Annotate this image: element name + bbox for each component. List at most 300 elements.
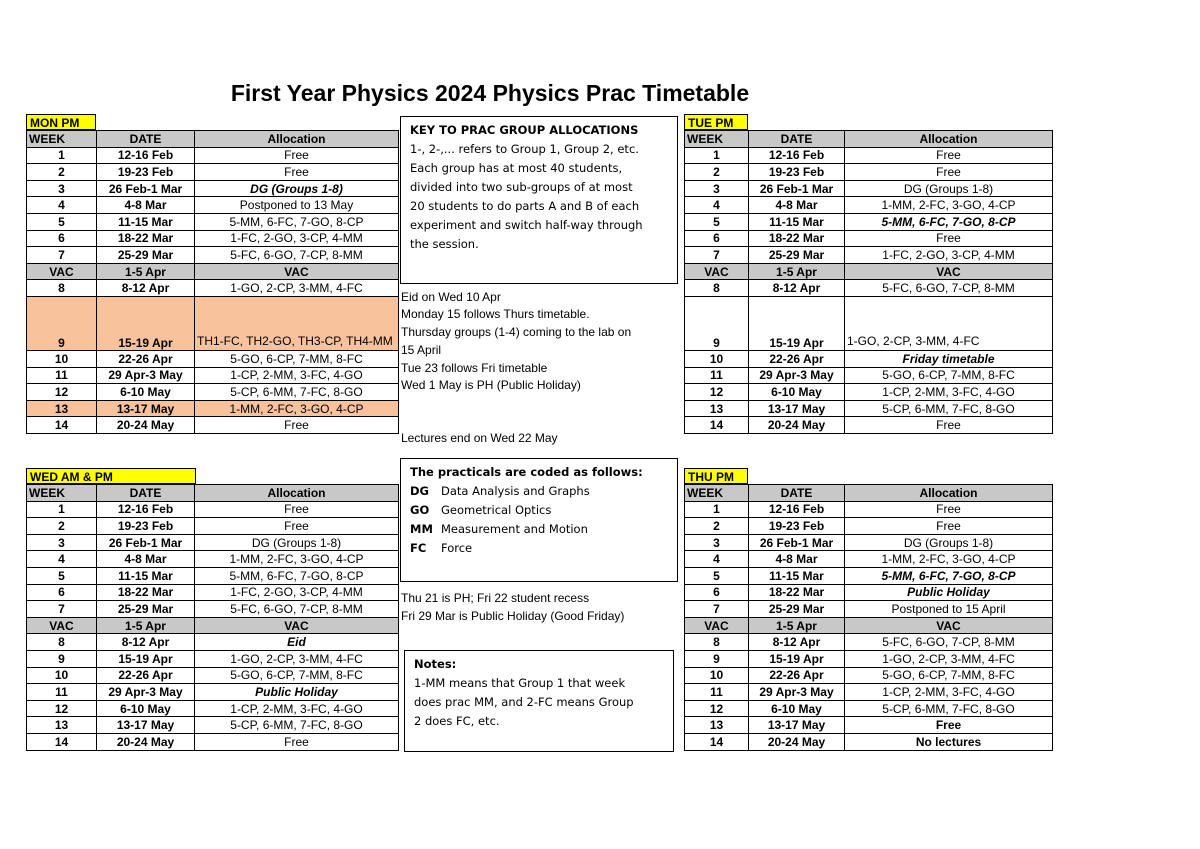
allocation-cell: Free [845, 417, 1053, 434]
week-cell: 9 [27, 650, 97, 667]
codes-box-heading: The practicals are coded as follows: [410, 465, 643, 479]
date-cell: 8-12 Apr [749, 634, 845, 651]
table-row [685, 700, 1053, 717]
table-row [27, 367, 399, 384]
date-cell: 11-15 Mar [749, 213, 845, 230]
table-row [27, 263, 399, 280]
date-cell: 1-5 Apr [749, 617, 845, 634]
table-row [27, 350, 399, 367]
allocation-cell: 1-CP, 2-MM, 3-FC, 4-GO [845, 684, 1053, 701]
table-row [27, 717, 399, 734]
header-date: DATE [97, 485, 195, 502]
thu-label: THU PM [684, 468, 748, 484]
allocation-cell: Free [845, 230, 1053, 247]
table-row [27, 230, 399, 247]
table-row [685, 567, 1053, 584]
week-cell: 13 [27, 400, 97, 417]
date-cell: 26 Feb-1 Mar [749, 180, 845, 197]
allocation-cell: DG (Groups 1-8) [845, 180, 1053, 197]
allocation-cell: 1-FC, 2-GO, 3-CP, 4-MM [195, 230, 399, 247]
week-cell: 11 [685, 367, 749, 384]
allocation-cell: 5-MM, 6-FC, 7-GO, 8-CP [195, 567, 399, 584]
table-row [27, 650, 399, 667]
table-row [27, 733, 399, 750]
key-box-heading: KEY TO PRAC GROUP ALLOCATIONS [410, 123, 639, 137]
week-cell: 7 [27, 247, 97, 264]
date-cell: 15-19 Apr [749, 650, 845, 667]
code-label: FC [410, 541, 427, 555]
header-row [27, 485, 399, 502]
week-cell: 12 [685, 384, 749, 401]
allocation-cell: Postponed to 15 April [845, 601, 1053, 618]
code-label: DG [410, 484, 429, 498]
header-allocation: Allocation [845, 131, 1053, 148]
table-row [685, 263, 1053, 280]
table-row [685, 717, 1053, 734]
header-allocation: Allocation [195, 485, 399, 502]
date-cell: 22-26 Apr [97, 667, 195, 684]
notes-line: does prac MM, and 2-FC means Group [414, 695, 634, 709]
date-cell: 11-15 Mar [749, 567, 845, 584]
table-row [685, 667, 1053, 684]
date-cell: 29 Apr-3 May [749, 684, 845, 701]
week-cell: 5 [685, 213, 749, 230]
week-cell: 1 [27, 501, 97, 518]
mon-timetable [26, 130, 399, 434]
week-cell: 3 [685, 180, 749, 197]
header-row [27, 131, 399, 148]
date-cell: 19-23 Feb [97, 518, 195, 535]
week-cell: 10 [27, 667, 97, 684]
date-cell: 19-23 Feb [749, 164, 845, 181]
date-cell: 12-16 Feb [97, 147, 195, 164]
allocation-cell: 1-MM, 2-FC, 3-GO, 4-CP [845, 551, 1053, 568]
table-row [685, 634, 1053, 651]
date-cell: 11-15 Mar [97, 213, 195, 230]
table-row [685, 501, 1053, 518]
week-cell: 14 [27, 417, 97, 434]
allocation-cell: 5-FC, 6-GO, 7-CP, 8-MM [845, 634, 1053, 651]
allocation-cell: 1-MM, 2-FC, 3-GO, 4-CP [195, 400, 399, 417]
header-week: WEEK [27, 131, 97, 148]
table-row [27, 518, 399, 535]
allocation-cell: 5-GO, 6-CP, 7-MM, 8-FC [845, 667, 1053, 684]
week-cell: VAC [27, 263, 97, 280]
allocation-cell: DG (Groups 1-8) [845, 534, 1053, 551]
date-cell: 29 Apr-3 May [749, 367, 845, 384]
allocation-cell: 1-MM, 2-FC, 3-GO, 4-CP [195, 551, 399, 568]
week-cell: 8 [27, 280, 97, 297]
table-row [27, 164, 399, 181]
date-cell: 26 Feb-1 Mar [97, 534, 195, 551]
code-name: Force [441, 541, 473, 555]
note-eid: Eid on Wed 10 Apr [401, 290, 501, 304]
date-cell: 20-24 May [749, 417, 845, 434]
key-line: 1-, 2-,... refers to Group 1, Group 2, etc. [410, 142, 639, 156]
date-cell: 12-16 Feb [749, 147, 845, 164]
allocation-cell: 1-CP, 2-MM, 3-FC, 4-GO [845, 384, 1053, 401]
table-row [685, 164, 1053, 181]
week-cell: 6 [685, 584, 749, 601]
week-cell: 2 [685, 164, 749, 181]
allocation-cell: VAC [845, 617, 1053, 634]
table-row [685, 147, 1053, 164]
allocation-cell: TH1-FC, TH2-GO, TH3-CP, TH4-MM [195, 296, 399, 350]
date-cell: 6-10 May [97, 384, 195, 401]
allocation-cell: Free [845, 717, 1053, 734]
allocation-cell: DG (Groups 1-8) [195, 180, 399, 197]
table-row [27, 634, 399, 651]
notes-box [404, 650, 674, 752]
table-row [27, 417, 399, 434]
allocation-cell: 5-FC, 6-GO, 7-CP, 8-MM [195, 247, 399, 264]
week-cell: 9 [685, 296, 749, 350]
table-row [685, 367, 1053, 384]
week-cell: 7 [685, 247, 749, 264]
table-row [685, 280, 1053, 297]
key-line: 20 students to do parts A and B of each [410, 199, 640, 213]
date-cell: 22-26 Apr [749, 350, 845, 367]
table-row [685, 617, 1053, 634]
week-cell: 11 [685, 684, 749, 701]
date-cell: 4-8 Mar [97, 551, 195, 568]
date-cell: 25-29 Mar [97, 247, 195, 264]
allocation-cell: Public Holiday [845, 584, 1053, 601]
week-cell: 10 [685, 667, 749, 684]
allocation-cell: 1-MM, 2-FC, 3-GO, 4-CP [845, 197, 1053, 214]
week-cell: 10 [685, 350, 749, 367]
wed-timetable [26, 484, 399, 751]
code-row-go [410, 501, 668, 520]
date-cell: 6-10 May [749, 700, 845, 717]
table-row [27, 400, 399, 417]
date-cell: 12-16 Feb [97, 501, 195, 518]
week-cell: 6 [27, 230, 97, 247]
date-cell: 6-10 May [749, 384, 845, 401]
table-row [27, 700, 399, 717]
allocation-cell: Free [195, 501, 399, 518]
allocation-cell: Friday timetable [845, 350, 1053, 367]
notes-line: 1-MM means that Group 1 that week [414, 676, 626, 690]
allocation-cell: 5-GO, 6-CP, 7-MM, 8-FC [195, 667, 399, 684]
date-cell: 22-26 Apr [749, 667, 845, 684]
week-cell: 14 [685, 417, 749, 434]
week-cell: 7 [685, 601, 749, 618]
date-cell: 6-10 May [97, 700, 195, 717]
table-row [685, 601, 1053, 618]
date-cell: 20-24 May [749, 733, 845, 750]
week-cell: 2 [27, 164, 97, 181]
key-line: divided into two sub-groups of at most [410, 180, 633, 194]
table-row [685, 551, 1053, 568]
week-cell: 2 [27, 518, 97, 535]
allocation-cell: No lectures [845, 733, 1053, 750]
date-cell: 8-12 Apr [749, 280, 845, 297]
code-name: Data Analysis and Graphs [441, 484, 590, 498]
header-week: WEEK [685, 485, 749, 502]
note-week9-line3: 15 April [401, 343, 442, 357]
wed-label: WED AM & PM [26, 468, 196, 484]
date-cell: 15-19 Apr [97, 650, 195, 667]
week-cell: 11 [27, 684, 97, 701]
table-row [27, 601, 399, 618]
date-cell: 29 Apr-3 May [97, 367, 195, 384]
allocation-cell: 1-GO, 2-CP, 3-MM, 4-FC [195, 280, 399, 297]
week-cell: 5 [685, 567, 749, 584]
table-row [27, 147, 399, 164]
date-cell: 26 Feb-1 Mar [97, 180, 195, 197]
header-allocation: Allocation [195, 131, 399, 148]
allocation-cell: DG (Groups 1-8) [195, 534, 399, 551]
allocation-cell: 1-CP, 2-MM, 3-FC, 4-GO [195, 367, 399, 384]
table-row [27, 534, 399, 551]
date-cell: 25-29 Mar [749, 601, 845, 618]
table-row [685, 518, 1053, 535]
allocation-cell: 1-FC, 2-GO, 3-CP, 4-MM [195, 584, 399, 601]
date-cell: 1-5 Apr [749, 263, 845, 280]
allocation-cell: 5-CP, 6-MM, 7-FC, 8-GO [845, 400, 1053, 417]
table-row [685, 684, 1053, 701]
allocation-cell: Free [195, 164, 399, 181]
date-cell: 20-24 May [97, 417, 195, 434]
week-cell: 8 [685, 634, 749, 651]
date-cell: 11-15 Mar [97, 567, 195, 584]
week-cell: VAC [685, 617, 749, 634]
week-cell: VAC [685, 263, 749, 280]
date-cell: 15-19 Apr [97, 296, 195, 350]
week-cell: 7 [27, 601, 97, 618]
allocation-cell: Free [195, 417, 399, 434]
allocation-cell: 1-FC, 2-GO, 3-CP, 4-MM [845, 247, 1053, 264]
allocation-cell: Free [845, 518, 1053, 535]
week-cell: 13 [685, 400, 749, 417]
date-cell: 25-29 Mar [97, 601, 195, 618]
table-row [27, 247, 399, 264]
week-cell: 4 [27, 551, 97, 568]
header-row [685, 131, 1053, 148]
allocation-cell: 5-FC, 6-GO, 7-CP, 8-MM [845, 280, 1053, 297]
date-cell: 19-23 Feb [97, 164, 195, 181]
week-cell: 5 [27, 567, 97, 584]
code-row-mm [410, 520, 668, 539]
allocation-cell: 5-CP, 6-MM, 7-FC, 8-GO [195, 717, 399, 734]
table-row [27, 567, 399, 584]
note-thu21: Thu 21 is PH; Fri 22 student recess [401, 591, 590, 605]
allocation-cell: 5-CP, 6-MM, 7-FC, 8-GO [845, 700, 1053, 717]
table-row [685, 197, 1053, 214]
allocation-cell: 1-CP, 2-MM, 3-FC, 4-GO [195, 700, 399, 717]
week-cell: 2 [685, 518, 749, 535]
header-date: DATE [749, 485, 845, 502]
table-row [27, 296, 399, 350]
key-line: the session. [410, 237, 479, 251]
date-cell: 15-19 Apr [749, 296, 845, 350]
allocation-cell: 5-CP, 6-MM, 7-FC, 8-GO [195, 384, 399, 401]
allocation-cell: VAC [195, 263, 399, 280]
table-row [27, 280, 399, 297]
date-cell: 13-17 May [97, 400, 195, 417]
week-cell: 6 [685, 230, 749, 247]
date-cell: 25-29 Mar [749, 247, 845, 264]
code-row-dg [410, 482, 668, 501]
date-cell: 13-17 May [749, 400, 845, 417]
table-row [27, 684, 399, 701]
allocation-cell: Eid [195, 634, 399, 651]
codes-box [400, 458, 678, 582]
key-box [400, 116, 678, 284]
date-cell: 18-22 Mar [97, 230, 195, 247]
week-cell: 4 [685, 197, 749, 214]
table-row [685, 400, 1053, 417]
table-row [685, 247, 1053, 264]
week-cell: 4 [685, 551, 749, 568]
note-lectures-end: Lectures end on Wed 22 May [401, 431, 558, 445]
week-cell: 3 [685, 534, 749, 551]
date-cell: 29 Apr-3 May [97, 684, 195, 701]
date-cell: 13-17 May [97, 717, 195, 734]
date-cell: 8-12 Apr [97, 634, 195, 651]
mon-label: MON PM [26, 114, 96, 130]
table-row [27, 551, 399, 568]
allocation-cell: Free [195, 733, 399, 750]
table-row [685, 584, 1053, 601]
date-cell: 18-22 Mar [749, 584, 845, 601]
page-title: First Year Physics 2024 Physics Prac Timetable [230, 80, 750, 106]
allocation-cell: 1-GO, 2-CP, 3-MM, 4-FC [845, 296, 1053, 350]
week-cell: 8 [27, 634, 97, 651]
allocation-cell: 5-FC, 6-GO, 7-CP, 8-MM [195, 601, 399, 618]
header-date: DATE [749, 131, 845, 148]
allocation-cell: Free [195, 518, 399, 535]
code-row-fc [410, 539, 668, 558]
date-cell: 4-8 Mar [97, 197, 195, 214]
table-row [685, 384, 1053, 401]
header-date: DATE [97, 131, 195, 148]
table-row [685, 650, 1053, 667]
tue-label: TUE PM [684, 114, 748, 130]
week-cell: VAC [27, 617, 97, 634]
allocation-cell: Free [845, 147, 1053, 164]
date-cell: 13-17 May [749, 717, 845, 734]
header-week: WEEK [27, 485, 97, 502]
allocation-cell: 5-MM, 6-FC, 7-GO, 8-CP [195, 213, 399, 230]
table-row [27, 213, 399, 230]
date-cell: 19-23 Feb [749, 518, 845, 535]
table-row [27, 197, 399, 214]
allocation-cell: VAC [195, 617, 399, 634]
table-row [685, 296, 1053, 350]
week-cell: 14 [685, 733, 749, 750]
date-cell: 20-24 May [97, 733, 195, 750]
header-week: WEEK [685, 131, 749, 148]
table-row [685, 230, 1053, 247]
allocation-cell: 1-GO, 2-CP, 3-MM, 4-FC [845, 650, 1053, 667]
notes-box-heading: Notes: [414, 657, 457, 671]
table-row [27, 667, 399, 684]
date-cell: 1-5 Apr [97, 263, 195, 280]
notes-line: 2 does FC, etc. [414, 714, 500, 728]
date-cell: 18-22 Mar [97, 584, 195, 601]
week-cell: 9 [27, 296, 97, 350]
week-cell: 10 [27, 350, 97, 367]
table-row [27, 584, 399, 601]
week-cell: 1 [685, 501, 749, 518]
code-name: Measurement and Motion [441, 522, 588, 536]
code-name: Geometrical Optics [441, 503, 552, 517]
allocation-cell: 5-GO, 6-CP, 7-MM, 8-FC [845, 367, 1053, 384]
key-line: Each group has at most 40 students, [410, 161, 623, 175]
allocation-cell: Postponed to 13 May [195, 197, 399, 214]
note-tue23: Tue 23 follows Fri timetable [401, 361, 548, 375]
week-cell: 3 [27, 534, 97, 551]
allocation-cell: Free [845, 501, 1053, 518]
date-cell: 4-8 Mar [749, 551, 845, 568]
table-row [685, 213, 1053, 230]
table-row [27, 617, 399, 634]
allocation-cell: Free [195, 147, 399, 164]
table-row [27, 384, 399, 401]
allocation-cell: 5-MM, 6-FC, 7-GO, 8-CP [845, 213, 1053, 230]
note-wed1: Wed 1 May is PH (Public Holiday) [401, 378, 581, 392]
week-cell: 8 [685, 280, 749, 297]
tue-timetable [684, 130, 1053, 434]
week-cell: 12 [27, 700, 97, 717]
table-row [685, 350, 1053, 367]
key-line: experiment and switch half-way through [410, 218, 643, 232]
week-cell: 11 [27, 367, 97, 384]
date-cell: 1-5 Apr [97, 617, 195, 634]
date-cell: 26 Feb-1 Mar [749, 534, 845, 551]
header-allocation: Allocation [845, 485, 1053, 502]
table-row [685, 733, 1053, 750]
allocation-cell: 5-GO, 6-CP, 7-MM, 8-FC [195, 350, 399, 367]
table-row [685, 417, 1053, 434]
week-cell: 4 [27, 197, 97, 214]
note-week9-line1: Monday 15 follows Thurs timetable. [401, 307, 590, 321]
table-row [27, 501, 399, 518]
table-row [27, 180, 399, 197]
code-label: MM [410, 522, 433, 536]
week-cell: 1 [27, 147, 97, 164]
week-cell: 6 [27, 584, 97, 601]
code-label: GO [410, 503, 430, 517]
thu-timetable [684, 484, 1053, 751]
allocation-cell: VAC [845, 263, 1053, 280]
note-fri29: Fri 29 Mar is Public Holiday (Good Friday) [401, 609, 625, 623]
week-cell: 9 [685, 650, 749, 667]
date-cell: 22-26 Apr [97, 350, 195, 367]
date-cell: 4-8 Mar [749, 197, 845, 214]
week-cell: 14 [27, 733, 97, 750]
week-cell: 12 [27, 384, 97, 401]
allocation-cell: 5-MM, 6-FC, 7-GO, 8-CP [845, 567, 1053, 584]
allocation-cell: 1-GO, 2-CP, 3-MM, 4-FC [195, 650, 399, 667]
table-row [685, 534, 1053, 551]
week-cell: 1 [685, 147, 749, 164]
allocation-cell: Free [845, 164, 1053, 181]
header-row [685, 485, 1053, 502]
week-cell: 5 [27, 213, 97, 230]
table-row [685, 180, 1053, 197]
date-cell: 12-16 Feb [749, 501, 845, 518]
week-cell: 3 [27, 180, 97, 197]
week-cell: 13 [27, 717, 97, 734]
week-cell: 12 [685, 700, 749, 717]
allocation-cell: Public Holiday [195, 684, 399, 701]
note-week9-line2: Thursday groups (1-4) coming to the lab on [401, 325, 632, 339]
week-cell: 13 [685, 717, 749, 734]
date-cell: 8-12 Apr [97, 280, 195, 297]
